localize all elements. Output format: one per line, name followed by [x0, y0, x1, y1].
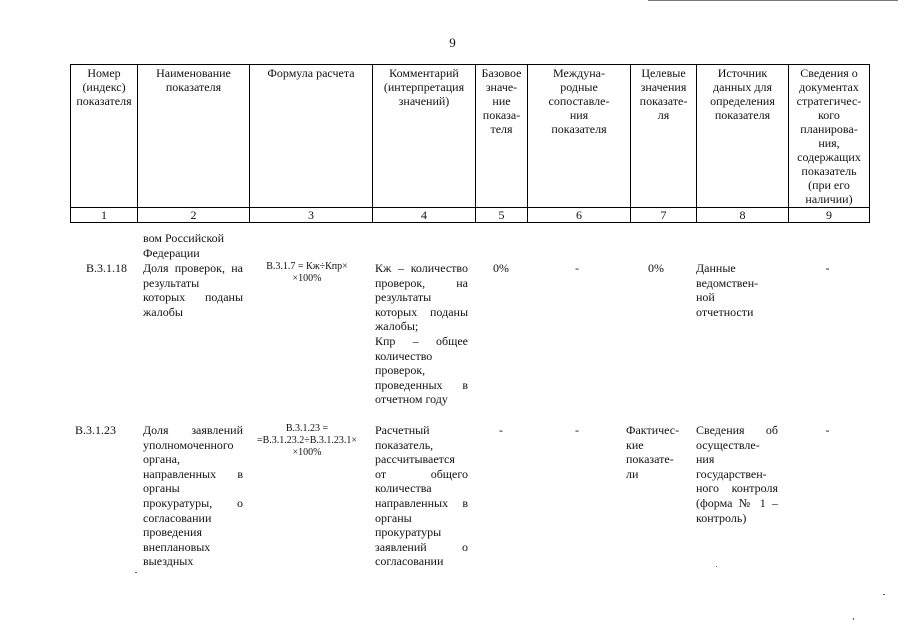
target-value: Фактичес- кие показате- ли [626, 423, 680, 481]
base-value: - [499, 423, 503, 437]
column-header: Междуна- родные сопоставле- ния показателя [528, 65, 631, 208]
international-comparison: - [575, 261, 579, 275]
column-header: Источник данных для определения показателя [697, 65, 789, 208]
data-source: Данные ведомствен- ной отчетности [696, 261, 759, 319]
column-number: 2 [138, 208, 250, 223]
international-comparison: - [575, 423, 579, 437]
column-header: Базовое значе- ние показа- теля [476, 65, 528, 208]
data-source: Сведения об осуществле-ния государствен-ного контроля (форма № 1 – контроль) [696, 423, 778, 525]
indicator-index: В.3.1.23 [75, 423, 117, 437]
target-value: 0% [648, 261, 664, 275]
continuation-text: вом Российской Федерации [143, 231, 225, 260]
column-number: 9 [789, 208, 870, 223]
scan-speck [135, 572, 137, 573]
column-number: 5 [476, 208, 528, 223]
column-header: Наименование показателя [138, 65, 250, 208]
indicator-comment: Кж – количество проверок, на результаты которых поданы жалобы; Кпр – общее количество проверок, проведенных в отчетном году [375, 261, 468, 407]
scan-speck [883, 594, 885, 595]
indicator-index: В.3.1.18 [86, 261, 128, 275]
column-header: Номер (индекс) показателя [71, 65, 138, 208]
indicator-table-header [70, 64, 870, 223]
column-header: Целевые значения показате- ля [631, 65, 697, 208]
column-header: Сведения о документах стратегичес- кого планирова- ния, содержащих показатель (при его наличии) [789, 65, 870, 208]
column-number: 6 [528, 208, 631, 223]
top-rule [648, 0, 898, 1]
column-number: 3 [250, 208, 373, 223]
indicator-formula: В.3.1.23 = =В.3.1.23.2÷В.3.1.23.1× ×100% [256, 423, 358, 458]
column-number: 7 [631, 208, 697, 223]
column-number: 1 [71, 208, 138, 223]
column-header: Комментарий (интерпретация значений) [373, 65, 476, 208]
column-header: Формула расчета [250, 65, 373, 208]
header-row [71, 65, 870, 208]
indicator-formula: В.3.1.7 = Кж÷Кпр× ×100% [266, 261, 348, 284]
strategic-documents: - [825, 423, 830, 437]
page-number: 9 [449, 35, 456, 50]
scan-speck [716, 566, 717, 567]
indicator-comment: Расчетный показатель, рассчитывается от общего количества направленных в органы прокуратуры заявлений о согласовании [375, 423, 468, 569]
scan-speck [853, 618, 854, 620]
strategic-documents: - [825, 261, 830, 275]
column-number: 8 [697, 208, 789, 223]
indicator-name: Доля заявлений уполномоченного органа, направленных в органы прокуратуры, о согласовании проведения внеплановых выездных [143, 423, 243, 569]
indicator-name: Доля проверок, на результаты которых поданы жалобы [143, 261, 243, 319]
column-number: 4 [373, 208, 476, 223]
base-value: 0% [493, 261, 509, 275]
column-number-row [71, 208, 870, 223]
